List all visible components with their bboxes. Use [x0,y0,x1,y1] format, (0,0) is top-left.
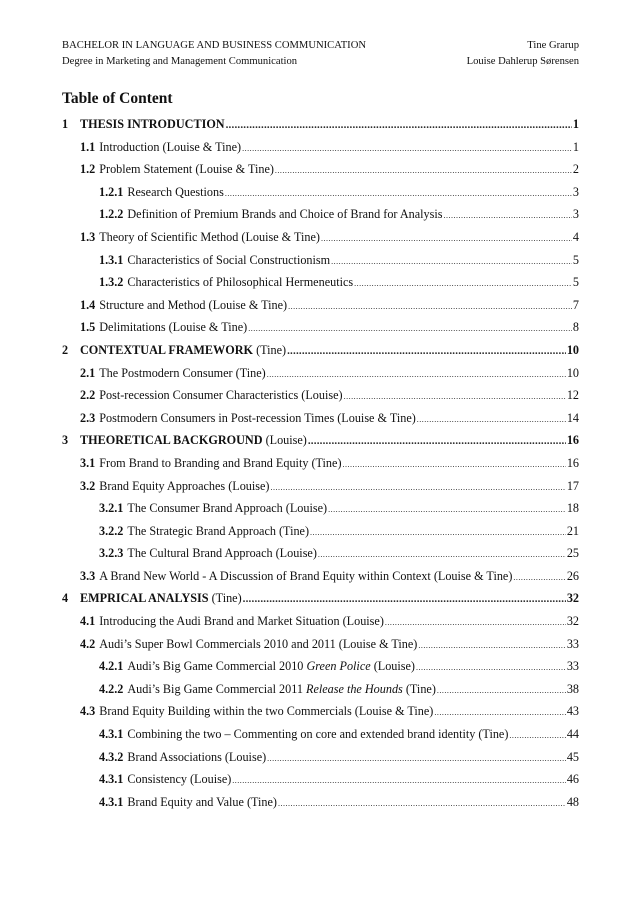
toc-entry[interactable] [62,185,579,208]
toc-entry-page: 43 [566,704,579,719]
toc-entry[interactable] [62,750,579,773]
dot-leader [343,460,566,469]
page-header [62,38,579,70]
toc-entry-title-after: (Tine) [402,681,436,696]
toc-entry-title-text: Postmodern Consumers in Post-recession Times (Louise & Tine) [99,410,416,425]
toc-entry[interactable] [62,704,579,727]
toc-entry-title-text: Characteristics of Philosophical Hermeneutics [127,275,354,290]
toc-entry-page: 16 [566,433,579,448]
toc-entry-title-text: Consistency (Louise) [127,772,232,787]
toc-entry-title-text: Characteristics of Social Constructionism [127,252,331,267]
toc-entry-title [127,772,231,787]
toc-entry[interactable] [62,479,579,502]
toc-entry-number: 1.2 [80,162,96,177]
toc-entry-title-text: The Consumer Brand Approach (Louise) [127,501,328,516]
dot-leader [225,189,572,198]
toc-entry-title-text: Introduction (Louise & Tine) [99,139,242,154]
toc-entry[interactable] [62,456,579,479]
degree-title: Degree in Marketing and Management Communication [62,56,298,67]
toc-entry-title [127,682,436,697]
toc-entry-title [80,433,307,448]
toc-entry-page: 8 [572,320,579,335]
toc-entry-title-text: Problem Statement (Louise & Tine) [99,162,274,177]
toc-entry-page: 3 [572,184,579,199]
toc-entry-title-text: The Cultural Brand Approach (Louise) [127,546,317,561]
toc-entry-title [127,207,442,222]
toc-entry[interactable] [62,614,579,637]
dot-leader [321,234,572,243]
author-1: Tine Grarup [527,40,579,51]
toc-entry-title [99,366,265,381]
toc-entry[interactable] [62,298,579,321]
toc-entry-title-italic: Release the Hounds [306,681,403,696]
toc-entry[interactable] [62,275,579,298]
program-title: BACHELOR IN LANGUAGE AND BUSINESS COMMUNICATION [62,40,366,51]
dot-leader [267,754,566,763]
toc-entry-title [127,795,277,810]
toc-entry-title [99,479,269,494]
author-2: Louise Dahlerup Sørensen [466,56,579,67]
toc-entry[interactable] [62,162,579,185]
dot-leader [418,641,565,650]
toc-entry-title-text: Audi’s Big Game Commercial 2011 [127,681,306,696]
toc-entry-page: 16 [566,455,579,470]
header-row-2 [62,54,579,70]
toc-entry-title-bold: THESIS INTRODUCTION [80,117,225,131]
toc-entry-page: 2 [572,162,579,177]
toc-entry[interactable] [62,207,579,230]
toc-entry-title [99,388,342,403]
toc-entry-title [99,298,287,313]
toc-entry-page: 14 [566,410,579,425]
dot-leader [270,483,565,492]
toc-entry[interactable] [62,637,579,660]
toc-entry-title-after: (Louise) [370,659,415,674]
toc-entry-page: 1 [572,117,579,131]
toc-entry-page: 5 [572,252,579,267]
toc-entry-number: 3.2.1 [99,501,124,516]
toc-entry-number: 4.3.2 [99,749,124,764]
toc-entry[interactable] [62,140,579,163]
dot-leader [444,211,572,220]
toc-entry-page: 10 [566,365,579,380]
toc-entry-title [127,546,317,561]
toc-entry-page: 48 [566,794,579,809]
toc-entry-title [127,524,309,539]
toc-entry-title-text: Research Questions [127,184,224,199]
dot-leader [242,144,572,153]
toc-entry-title [127,275,353,290]
toc-entry-number: 2.3 [80,410,96,425]
toc-entry-number: 1.3 [80,229,96,244]
toc-entry-page: 5 [572,275,579,290]
toc-entry-number: 3.2 [80,478,96,493]
toc-entry-title [99,230,320,245]
toc-entry-title-text: Delimitations (Louise & Tine) [99,320,248,335]
toc-entry-number: 4.2.2 [99,681,124,696]
toc-entry-page: 18 [566,501,579,516]
dot-leader [308,435,566,447]
toc-entry-number: 3.2.3 [99,546,124,561]
dot-leader [437,686,566,695]
toc-entry-number: 4.3.1 [99,772,124,787]
toc-entry[interactable] [62,320,579,343]
toc-entry-title-text: From Brand to Branding and Brand Equity (Tine) [99,455,342,470]
toc-entry-number: 1.1 [80,139,96,154]
toc-entry-page: 3 [572,207,579,222]
dot-leader [509,731,565,740]
toc-title: Table of Content [62,90,173,107]
toc-entry-number: 4.2.1 [99,659,124,674]
dot-leader [310,528,566,537]
toc-entry-title-bold: THEORETICAL BACKGROUND [80,433,263,448]
dot-leader [354,279,572,288]
toc-entry-number: 2.2 [80,388,96,403]
toc-entry[interactable] [62,546,579,569]
toc-entry-title [127,727,508,742]
toc-entry-number: 1.2.1 [99,184,124,199]
toc-entry-number: 1.3.2 [99,275,124,290]
toc-entry-page: 46 [566,772,579,787]
toc-entry[interactable] [62,682,579,705]
toc-entry[interactable] [62,433,579,456]
toc-entry[interactable] [62,569,579,592]
toc-entry-page: 38 [566,681,579,696]
toc-entry-title-suffix: (Tine) [253,342,287,357]
toc-entry-title-text: Introducing the Audi Brand and Market Situation (Louise) [99,614,384,629]
toc-entry[interactable] [62,772,579,795]
toc-entry-number: 1.3.1 [99,252,124,267]
dot-leader [385,618,566,627]
toc-entry[interactable] [62,524,579,547]
table-of-contents [62,117,579,817]
toc-entry-title-text: Definition of Premium Brands and Choice of Brand for Analysis [127,207,443,222]
toc-entry-title [127,750,266,765]
toc-entry-title-text: Brand Associations (Louise) [127,749,267,764]
toc-entry-title-text: Combining the two – Commenting on core and extended brand identity (Tine) [127,727,509,742]
dot-leader [318,550,566,559]
dot-leader [248,324,572,333]
toc-entry-number: 2.1 [80,365,96,380]
toc-entry-page: 17 [566,478,579,493]
dot-leader [278,799,566,808]
toc-entry[interactable] [62,591,579,614]
toc-entry-page: 10 [566,342,579,357]
dot-leader [417,415,566,424]
toc-entry-number: 4.3.1 [99,794,124,809]
toc-entry-title-text: The Strategic Brand Approach (Tine) [127,523,310,538]
toc-entry-title-bold: EMPRICAL ANALYSIS [80,591,209,606]
toc-entry-title [80,591,242,606]
toc-entry[interactable] [62,366,579,389]
toc-entry-title-suffix: (Tine) [208,591,242,606]
dot-leader [434,708,565,717]
toc-entry[interactable] [62,411,579,434]
toc-entry-number: 1.2.2 [99,207,124,222]
toc-entry-number: 2 [62,342,69,357]
dot-leader [226,119,572,131]
toc-entry[interactable] [62,343,579,366]
toc-entry[interactable] [62,388,579,411]
toc-entry[interactable] [62,727,579,750]
toc-entry[interactable] [62,117,579,140]
dot-leader [232,776,566,785]
toc-entry-title-text: Audi’s Big Game Commercial 2010 [127,659,307,674]
toc-entry-title-italic: Green Police [306,659,371,674]
toc-entry[interactable] [62,253,579,276]
dot-leader [288,302,572,311]
toc-entry-title [99,140,241,155]
toc-entry-number: 1 [62,117,69,131]
toc-entry-title-text: A Brand New World - A Discussion of Brand Equity within Context (Louise & Tine) [99,568,513,583]
toc-entry-number: 4.1 [80,614,96,629]
toc-entry-number: 3.2.2 [99,523,124,538]
toc-entry-number: 1.5 [80,320,96,335]
toc-entry-number: 4.2 [80,636,96,651]
toc-entry-title [99,704,433,719]
toc-entry-title-text: The Postmodern Consumer (Tine) [99,365,266,380]
dot-leader [331,257,572,266]
toc-entry-title-bold: CONTEXTUAL FRAMEWORK [80,342,254,357]
toc-entry-title-text: Audi’s Super Bowl Commercials 2010 and 2011 (Louise & Tine) [99,636,418,651]
toc-entry-number: 3.1 [80,455,96,470]
toc-entry-page: 21 [566,523,579,538]
toc-entry-title [80,117,225,132]
toc-entry-page: 33 [566,636,579,651]
toc-entry-number: 1.4 [80,297,96,312]
toc-entry-page: 1 [572,139,579,154]
toc-entry-page: 32 [566,591,579,606]
dot-leader [328,505,566,514]
toc-entry-page: 45 [566,749,579,764]
toc-entry-number: 3 [62,433,69,448]
dot-leader [275,166,572,175]
toc-entry-number: 4 [62,591,69,606]
toc-entry-page: 7 [572,297,579,312]
dot-leader [243,593,566,605]
dot-leader [267,370,566,379]
toc-entry[interactable] [62,230,579,253]
toc-entry-title-text: Structure and Method (Louise & Tine) [99,297,288,312]
toc-entry-title-text: Brand Equity and Value (Tine) [127,794,277,809]
toc-entry-title [99,411,416,426]
toc-entry-title-text: Post-recession Consumer Characteristics (Louise) [99,388,343,403]
dot-leader [344,392,566,401]
toc-entry-title-suffix: (Louise) [262,433,307,448]
toc-entry-title [80,343,286,358]
toc-entry-title [99,569,512,584]
toc-entry-title-text: Brand Equity Approaches (Louise) [99,478,270,493]
toc-entry-title [127,185,223,200]
toc-entry[interactable] [62,795,579,818]
toc-entry-title [99,637,417,652]
toc-entry-title [99,162,274,177]
toc-entry-title [127,253,330,268]
dot-leader [513,573,565,582]
toc-entry-page: 32 [566,614,579,629]
toc-entry-number: 3.3 [80,568,96,583]
toc-entry-title [127,501,327,516]
toc-entry-page: 25 [566,546,579,561]
toc-entry-page: 44 [566,727,579,742]
toc-entry-title [99,456,341,471]
toc-entry-title-text: Theory of Scientific Method (Louise & Tine) [99,229,320,244]
toc-entry-number: 4.3.1 [99,727,124,742]
toc-entry-number: 4.3 [80,704,96,719]
toc-entry[interactable] [62,659,579,682]
toc-entry[interactable] [62,501,579,524]
toc-entry-title [127,659,415,674]
header-row-1 [62,38,579,54]
toc-entry-page: 12 [566,388,579,403]
toc-entry-title [99,320,247,335]
dot-leader [416,663,566,672]
toc-entry-title-text: Brand Equity Building within the two Commercials (Louise & Tine) [99,704,434,719]
toc-entry-page: 4 [572,229,579,244]
toc-entry-page: 26 [566,568,579,583]
toc-entry-page: 33 [566,659,579,674]
toc-entry-title [99,614,384,629]
dot-leader [287,345,566,357]
